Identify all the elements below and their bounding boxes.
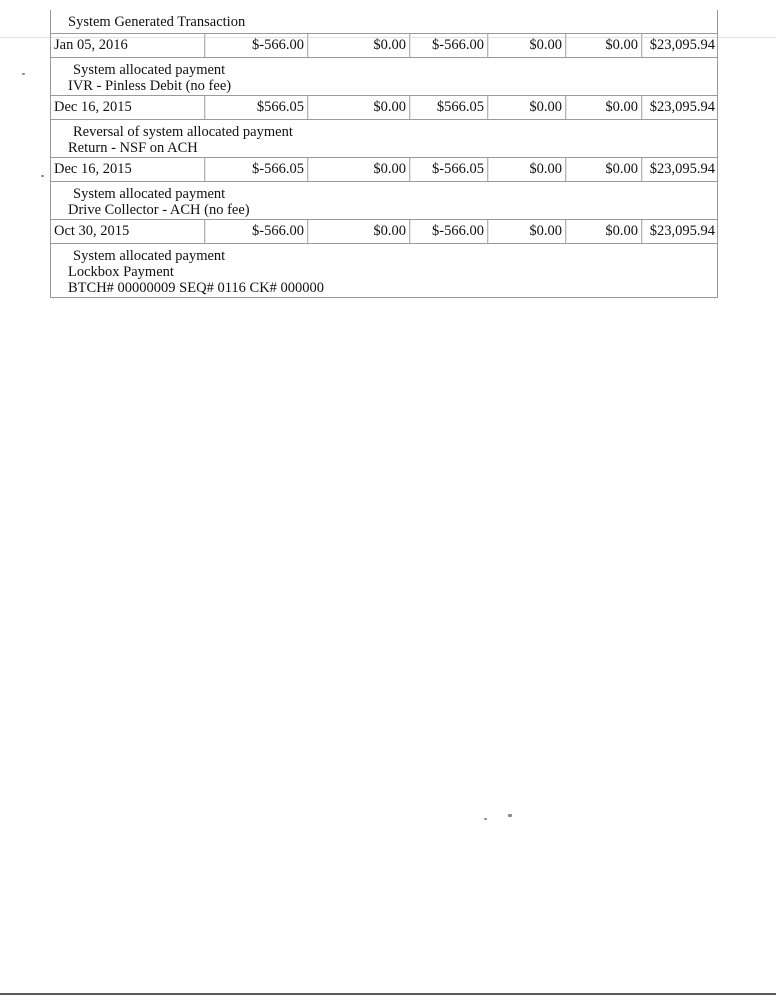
description-line: Drive Collector - ACH (no fee) bbox=[68, 202, 250, 218]
transaction-row bbox=[51, 220, 717, 244]
transaction-amount: $-566.05 bbox=[204, 158, 307, 181]
transaction-column-3: $0.00 bbox=[307, 220, 409, 243]
scan-speck bbox=[508, 814, 512, 817]
transaction-column-6: $0.00 bbox=[565, 158, 641, 181]
transaction-column-4: $-566.00 bbox=[409, 34, 487, 57]
scan-speck bbox=[41, 175, 44, 177]
transaction-column-6: $0.00 bbox=[565, 220, 641, 243]
description-block bbox=[51, 120, 717, 158]
transaction-row bbox=[51, 158, 717, 182]
transaction-balance: $23,095.94 bbox=[641, 96, 717, 119]
transaction-balance: $23,095.94 bbox=[641, 34, 717, 57]
description-line: System Generated Transaction bbox=[68, 14, 246, 30]
transaction-date: Oct 30, 2015 bbox=[54, 223, 130, 239]
transaction-ledger-table bbox=[50, 10, 718, 298]
transaction-balance: $23,095.94 bbox=[641, 220, 717, 243]
description-line: System allocated payment bbox=[73, 248, 226, 264]
transaction-date: Dec 16, 2015 bbox=[54, 99, 132, 115]
description-line: Return - NSF on ACH bbox=[68, 140, 198, 156]
transaction-column-5: $0.00 bbox=[487, 220, 565, 243]
transaction-column-4: $-566.00 bbox=[409, 220, 487, 243]
description-block bbox=[51, 182, 717, 220]
transaction-column-3: $0.00 bbox=[307, 96, 409, 119]
transaction-column-3: $0.00 bbox=[307, 158, 409, 181]
transaction-column-6: $0.00 bbox=[565, 34, 641, 57]
description-line: System allocated payment bbox=[73, 186, 226, 202]
description-block bbox=[51, 244, 717, 297]
transaction-amount: $-566.00 bbox=[204, 220, 307, 243]
transaction-balance: $23,095.94 bbox=[641, 158, 717, 181]
description-line: IVR - Pinless Debit (no fee) bbox=[68, 78, 232, 94]
transaction-amount: $-566.00 bbox=[204, 34, 307, 57]
description-line: Lockbox Payment bbox=[68, 264, 174, 280]
transaction-row bbox=[51, 34, 717, 58]
description-block bbox=[51, 10, 717, 34]
description-block bbox=[51, 58, 717, 96]
transaction-amount: $566.05 bbox=[204, 96, 307, 119]
page-bottom-edge bbox=[0, 993, 776, 995]
transaction-column-4: $566.05 bbox=[409, 96, 487, 119]
scan-speck bbox=[22, 73, 25, 75]
transaction-column-3: $0.00 bbox=[307, 34, 409, 57]
transaction-date: Dec 16, 2015 bbox=[54, 161, 132, 177]
transaction-row bbox=[51, 96, 717, 120]
transaction-column-5: $0.00 bbox=[487, 96, 565, 119]
transaction-column-5: $0.00 bbox=[487, 34, 565, 57]
description-line: Reversal of system allocated payment bbox=[73, 124, 293, 140]
transaction-column-6: $0.00 bbox=[565, 96, 641, 119]
transaction-date: Jan 05, 2016 bbox=[54, 37, 128, 53]
transaction-column-4: $-566.05 bbox=[409, 158, 487, 181]
scan-speck bbox=[484, 818, 487, 820]
transaction-column-5: $0.00 bbox=[487, 158, 565, 181]
description-line: BTCH# 00000009 SEQ# 0116 CK# 000000 bbox=[68, 280, 325, 296]
description-line: System allocated payment bbox=[73, 62, 226, 78]
